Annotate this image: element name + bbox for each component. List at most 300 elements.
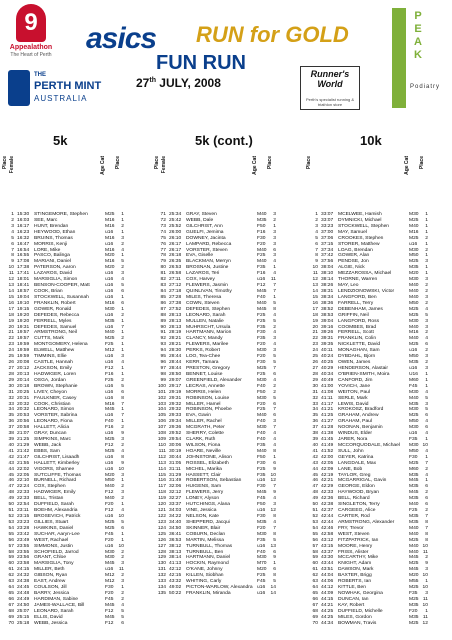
row-time: 23:55 [17, 543, 30, 549]
row-age-cat: M60 [409, 377, 419, 383]
row-time: 38:26 [321, 283, 334, 289]
row-place: 51 [8, 508, 14, 514]
row-name: GILCHRIST, Ann [186, 223, 223, 229]
row-name: QUINLIVAN, Timothy [186, 288, 232, 294]
row-cat-place: 10 [118, 543, 124, 549]
row-place: 80 [160, 265, 166, 271]
row-age-cat: u16 [105, 567, 114, 573]
row-cat-place: 5 [121, 519, 124, 525]
row-time: 23:56 [17, 555, 30, 561]
row-name: DYBDAHL, Bjorn [338, 354, 376, 360]
row-age-cat: M25 [409, 342, 419, 348]
row-age-cat: M35 [409, 472, 419, 478]
row-time: 41:45 [321, 437, 334, 443]
row-time: 24:32 [17, 573, 30, 579]
row-cat-place: 4 [121, 602, 124, 608]
row-name: LENDZIONOWSKI, Victor [338, 288, 395, 294]
row-place: 37 [312, 425, 318, 431]
row-place: 119 [158, 496, 166, 502]
row-name: GRAHAM, Paul [338, 419, 372, 425]
row-place: 12 [8, 277, 14, 283]
row-age-cat: M45 [257, 490, 267, 496]
row-place: 61 [312, 567, 318, 573]
row-place: 52 [312, 514, 318, 520]
row-age-cat: M16 [409, 330, 419, 336]
row-time: 15:30 [17, 212, 30, 217]
row-age-cat: F25 [257, 318, 266, 324]
row-age-cat: F16 [257, 229, 266, 235]
row-cat-place: 2 [273, 383, 276, 389]
row-age-cat: u16 [257, 478, 266, 484]
row-name: JAMES-WALLACE, Bill [34, 602, 85, 608]
row-place: 60 [8, 561, 14, 567]
row-time: 44:06 [321, 579, 334, 585]
row-place: 56 [8, 537, 14, 543]
row-place: 15 [8, 294, 14, 300]
row-time: 30:19 [169, 448, 182, 454]
row-name: FRANKLIN, Miranda [186, 591, 231, 596]
row-cat-place: 9 [273, 466, 276, 472]
row-place: 33 [8, 401, 14, 407]
row-name: GRAY, Steven [186, 212, 217, 217]
row-time: 21:47 [17, 454, 30, 460]
row-age-cat: F45 [257, 579, 266, 585]
row-age-cat: u16 [257, 508, 266, 514]
row-name: WINDUS, Elder [338, 431, 372, 437]
row-cat-place: 3 [273, 502, 276, 508]
row-age-cat: M40 [409, 294, 419, 300]
row-place: 128 [157, 549, 166, 555]
row-age-cat: F35 [257, 324, 266, 330]
row-place: 32 [8, 395, 14, 401]
row-name: COOK, Brian [34, 288, 63, 294]
row-time: 17:38 [17, 265, 30, 271]
row-place: 37 [8, 425, 14, 431]
row-place: 103 [157, 401, 166, 407]
row-cat-place: 2 [121, 496, 124, 502]
row-time: 30:06 [169, 442, 182, 448]
row-name: LANGFORD, Ben [338, 294, 377, 300]
row-time: 50:22 [169, 591, 182, 596]
row-place: 64 [8, 585, 14, 591]
row-time: 31:49 [169, 478, 182, 484]
row-cat-place: 7 [121, 324, 124, 330]
row-name: CARTER, Rod [338, 514, 370, 520]
row-place: 5 [11, 235, 14, 241]
row-time: 19:57 [17, 336, 30, 342]
row-place: 2 [11, 217, 14, 223]
row-cat-place: 5 [425, 407, 428, 413]
row-age-cat: M40 [257, 247, 267, 253]
row-name: GRANT, Chloe [34, 555, 67, 561]
row-cat-place: 8 [273, 514, 276, 520]
row-time: 33:07 [321, 212, 334, 217]
row-time: 37:00 [321, 229, 334, 235]
row-place: 113 [158, 460, 166, 466]
row-time: 41:17 [321, 401, 334, 407]
row-cat-place: 4 [425, 389, 428, 395]
row-place: 65 [312, 591, 318, 596]
row-cat-place: 1 [121, 318, 124, 324]
row-cat-place: 3 [121, 490, 124, 496]
row-cat-place: 4 [121, 247, 124, 253]
row-age-cat: M25 [409, 217, 419, 223]
row-age-cat: u16 [105, 271, 114, 277]
col-header-age-cat: Age Cat [100, 156, 106, 175]
row-place: 18 [312, 312, 318, 318]
event-title: FUN RUN [156, 52, 246, 74]
row-cat-place: 2 [425, 247, 428, 253]
row-place: 72 [160, 217, 166, 223]
row-cat-place: 2 [425, 235, 428, 241]
row-age-cat: F20 [105, 591, 114, 596]
row-cat-place: 3 [425, 591, 428, 596]
row-time: 19:20 [17, 312, 30, 318]
row-cat-place: 7 [425, 460, 428, 466]
row-name: OSGA, Jordan [34, 377, 66, 383]
row-age-cat: F16 [257, 271, 266, 277]
row-name: YOVICH, Jane [338, 383, 371, 389]
row-time: 20:25 [17, 389, 30, 395]
appealathon-sub: The Heart of Perth [10, 52, 52, 58]
row-name: MILLER, Rachel [186, 419, 222, 425]
row-age-cat: M45 [409, 490, 419, 496]
row-cat-place: 3 [273, 212, 276, 217]
row-time: 40:25 [321, 360, 334, 366]
row-place: 4 [11, 229, 14, 235]
row-cat-place: 1 [121, 217, 124, 223]
row-cat-place: 6 [425, 484, 428, 490]
row-place: 68 [8, 608, 14, 614]
row-place: 34 [8, 407, 14, 413]
row-age-cat: F35 [257, 537, 266, 543]
row-place: 132 [157, 573, 166, 579]
row-cat-place: 6 [121, 389, 124, 395]
row-cat-place: 4 [121, 277, 124, 283]
row-cat-place: 7 [425, 514, 428, 520]
row-name: SUCHAR, Aaryn-Lee [34, 531, 80, 537]
row-age-cat: M40 [409, 395, 419, 401]
row-time: 49:02 [169, 585, 182, 591]
row-time: 25:18 [17, 620, 30, 626]
row-age-cat: M45 [409, 567, 419, 573]
row-age-cat: F35 [409, 591, 418, 596]
row-age-cat: M50 [409, 354, 419, 360]
row-age-cat: u16 [257, 591, 266, 596]
row-age-cat: F40 [257, 294, 266, 300]
row-name: LIVEY, Cheyon [34, 389, 67, 395]
row-time: 42:58 [321, 531, 334, 537]
row-cat-place: 1 [273, 223, 276, 229]
row-name: ROBINSON, Phoebe [186, 407, 232, 413]
row-time: 42:29 [321, 484, 334, 490]
row-place: 39 [312, 437, 318, 443]
row-name: LEWIS, David [338, 401, 369, 407]
row-place: 53 [312, 519, 318, 525]
row-name: SHEPPERD, Jacqui [186, 519, 230, 525]
row-place: 34 [312, 407, 318, 413]
row-cat-place: 2 [273, 389, 276, 395]
row-age-cat: M20 [257, 567, 267, 573]
row-place: 3 [315, 223, 318, 229]
row-place: 94 [160, 348, 166, 354]
row-place: 27 [312, 365, 318, 371]
row-cat-place: 4 [273, 437, 276, 443]
row-time: 16:17 [17, 223, 30, 229]
row-cat-place: 8 [273, 531, 276, 537]
row-time: 21:55 [17, 460, 30, 466]
row-cat-place: 5 [121, 259, 124, 265]
row-cat-place: 14 [270, 585, 276, 591]
row-name: COULSON, Jill [34, 585, 67, 591]
row-cat-place: 5 [273, 537, 276, 543]
row-cat-place: 4 [273, 496, 276, 502]
row-time: 20:32 [17, 401, 30, 407]
row-name: JOHNSTONE, Alison [186, 454, 232, 460]
row-time: 39:04 [321, 318, 334, 324]
row-cat-place: 3 [273, 253, 276, 259]
row-age-cat: M25 [105, 336, 115, 342]
row-place: 20 [8, 324, 14, 330]
row-name: GILCHRIST, Lisaadh [34, 454, 80, 460]
row-age-cat: F25 [257, 466, 266, 472]
row-time: 42:15 [169, 573, 182, 579]
row-time: 43:15 [321, 543, 334, 549]
row-place: 87 [160, 306, 166, 312]
row-time: 26:17 [169, 247, 182, 253]
row-place: 125 [157, 531, 166, 537]
row-name: MICHEL, Marika [186, 466, 222, 472]
row-age-cat: M25 [105, 519, 115, 525]
row-cat-place: 2 [121, 573, 124, 579]
row-time: 17:08 [17, 259, 30, 265]
row-age-cat: M45 [105, 407, 115, 413]
row-cat-place: 3 [121, 472, 124, 478]
row-age-cat: F30 [257, 460, 266, 466]
row-cat-place: 10 [118, 514, 124, 520]
row-time: 29:32 [169, 407, 182, 413]
row-time: 18:57 [17, 288, 30, 294]
row-time: 41:21 [321, 407, 334, 413]
row-cat-place: 1 [425, 377, 428, 383]
row-age-cat: F12 [105, 608, 114, 614]
row-cat-place: 3 [425, 401, 428, 407]
row-place: 120 [157, 502, 166, 508]
row-place: 122 [157, 514, 166, 520]
row-time: 29:54 [169, 437, 182, 443]
row-place: 73 [160, 223, 166, 229]
row-cat-place: 1 [425, 271, 428, 277]
row-time: 19:57 [17, 330, 30, 336]
row-place: 9 [315, 259, 318, 265]
row-age-cat: F12 [105, 442, 114, 448]
row-place: 10 [8, 265, 14, 271]
row-time: 28:13 [169, 324, 182, 330]
row-time: 37:42 [321, 253, 334, 259]
row-name: HALLETT, Alicia [34, 425, 70, 431]
row-time: 27:38 [169, 300, 182, 306]
row-place: 70 [312, 620, 318, 626]
row-place: 121 [157, 508, 166, 514]
row-age-cat: M20 [105, 253, 115, 259]
row-name: TURNBULL, Thomas [186, 543, 233, 549]
row-name: PATERSON, Aaron [34, 265, 76, 271]
row-time: 23:42 [17, 531, 30, 537]
row-time: 44:25 [321, 614, 334, 620]
row-name: FERRELL, Scott [338, 330, 374, 336]
row-name: FRISS, Alister [338, 549, 369, 555]
row-place: 40 [312, 442, 318, 448]
row-name: ROBINSON, Louise [186, 395, 230, 401]
row-name: GOWER, Alan [338, 253, 370, 259]
row-cat-place: 4 [273, 442, 276, 448]
row-name: MILLER, Beth [34, 567, 65, 573]
row-cat-place: 7 [121, 413, 124, 419]
row-cat-place: 1 [425, 265, 428, 271]
row-name: WEBB, Jessica [34, 620, 68, 626]
row-name: MORRIS, Kenji [34, 241, 68, 247]
row-name: MAY, Leo [338, 283, 359, 289]
row-cat-place: 1 [121, 229, 124, 235]
row-place: 91 [160, 330, 166, 336]
row-cat-place: 11 [118, 567, 124, 573]
row-time: 42:09 [321, 466, 334, 472]
row-time: 28:44 [169, 354, 182, 360]
row-time: 22:33 [17, 496, 30, 502]
row-age-cat: u16 [105, 354, 114, 360]
row-age-cat: F20 [257, 241, 266, 247]
row-cat-place: 10 [422, 543, 428, 549]
row-cat-place: 6 [273, 371, 276, 377]
row-time: 29:34 [169, 419, 182, 425]
row-age-cat: u16 [105, 413, 114, 419]
row-cat-place: 6 [273, 460, 276, 466]
row-name: VIGORS, Sharnee [34, 466, 75, 472]
row-age-cat: M30 [409, 425, 419, 431]
row-age-cat: M12 [105, 348, 115, 354]
row-time: 27:28 [169, 294, 182, 300]
row-name: BROSEVICH, Patrick [34, 514, 81, 520]
row-time: 38:34 [321, 294, 334, 300]
row-age-cat: M40 [105, 484, 115, 490]
row-name: STORER, Matthew [338, 241, 380, 247]
row-place: 3 [11, 223, 14, 229]
row-time: 25:34 [169, 212, 182, 217]
row-place: 30 [8, 383, 14, 389]
row-age-cat: M35 [409, 602, 419, 608]
row-place: 79 [160, 259, 166, 265]
row-time: 28:19 [169, 330, 182, 336]
row-cat-place: 11 [270, 277, 276, 283]
row-time: 26:00 [169, 229, 182, 235]
row-cat-place: 4 [121, 360, 124, 366]
row-time: 23:28 [17, 525, 30, 531]
row-time: 28:21 [169, 342, 182, 348]
row-name: MONTGOMERY, Helena [34, 342, 88, 348]
row-age-cat: F20 [257, 354, 266, 360]
row-place: 15 [312, 294, 318, 300]
row-time: 22:54 [17, 502, 30, 508]
row-time: 25:42 [169, 217, 182, 223]
row-name: HAWKINS, Daniel [34, 525, 74, 531]
row-place: 116 [158, 478, 166, 484]
row-place: 29 [312, 377, 318, 383]
row-cat-place: 3 [273, 229, 276, 235]
row-cat-place: 1 [425, 229, 428, 235]
row-name: ROBERTSON, Sebastian [186, 478, 242, 484]
row-age-cat: M30 [257, 395, 267, 401]
row-cat-place: 3 [425, 259, 428, 265]
row-age-cat: M35 [409, 265, 419, 271]
row-cat-place: 1 [121, 585, 124, 591]
row-cat-place: 4 [273, 259, 276, 265]
row-time: 38:14 [321, 277, 334, 283]
row-time: 16:03 [17, 217, 30, 223]
peak-green-bar [392, 8, 406, 108]
peak-letters: P E A K [414, 10, 422, 61]
row-place: 6 [11, 241, 14, 247]
row-age-cat: u16 [105, 395, 114, 401]
row-place: 108 [157, 431, 166, 437]
row-age-cat: F25 [257, 312, 266, 318]
row-time: 16:47 [17, 241, 30, 247]
row-time: 44:12 [321, 585, 334, 591]
row-place: 58 [8, 549, 14, 555]
row-name: CLANCY, Mandy [186, 336, 223, 342]
row-name: FAULKNER, Casey [34, 395, 77, 401]
row-place: 44 [8, 466, 14, 472]
row-name: FITZPATRICK, Ian [338, 537, 379, 543]
asics-logo: asics [86, 22, 157, 55]
row-time: 19:59 [17, 354, 30, 360]
row-time: 40:49 [321, 377, 334, 383]
row-age-cat: u16 [409, 241, 418, 247]
row-name: LANE, Bob [338, 466, 363, 472]
row-age-cat: F45 [409, 383, 418, 389]
row-age-cat: F35 [257, 336, 266, 342]
row-age-cat: M45 [257, 288, 267, 294]
row-cat-place: 1 [425, 478, 428, 484]
row-name: GOWER, Ronald [34, 306, 72, 312]
row-cat-place: 1 [121, 294, 124, 300]
row-place: 54 [312, 525, 318, 531]
row-name: NOWHAK, Georgina [338, 591, 383, 596]
row-age-cat: M20 [409, 271, 419, 277]
row-age-cat: M25 [105, 212, 115, 217]
row-place: 90 [160, 324, 166, 330]
row-time: 42:33 [321, 490, 334, 496]
row-name: WEBB, Jack [34, 442, 62, 448]
row-time: 22:05 [17, 472, 30, 478]
row-name: HAYWOOD, Bryan [338, 490, 379, 496]
row-name: BARRY, Jessica [34, 591, 70, 596]
row-time: 43:30 [321, 555, 334, 561]
row-name: VORSTER, Steven [186, 247, 228, 253]
row-place: 49 [312, 496, 318, 502]
row-name: MARTIN, Melissa [186, 537, 224, 543]
row-age-cat: M40 [409, 549, 419, 555]
row-age-cat: M25 [409, 596, 419, 602]
row-cat-place: 3 [121, 579, 124, 585]
row-name: EVA, Gavin [186, 413, 211, 419]
row-name: HOARE, Neville [186, 448, 221, 454]
row-place: 8 [11, 253, 14, 259]
row-name: O'BRIEN-SMITH, Moira [338, 371, 390, 377]
perth-mint-logo: THE PERTH MINT AUSTRALIA [8, 70, 118, 114]
row-name: BOEHM, Alexandria [34, 508, 78, 514]
row-name: FLEWERS, Jasmin [186, 283, 228, 289]
row-cat-place: 6 [273, 549, 276, 555]
